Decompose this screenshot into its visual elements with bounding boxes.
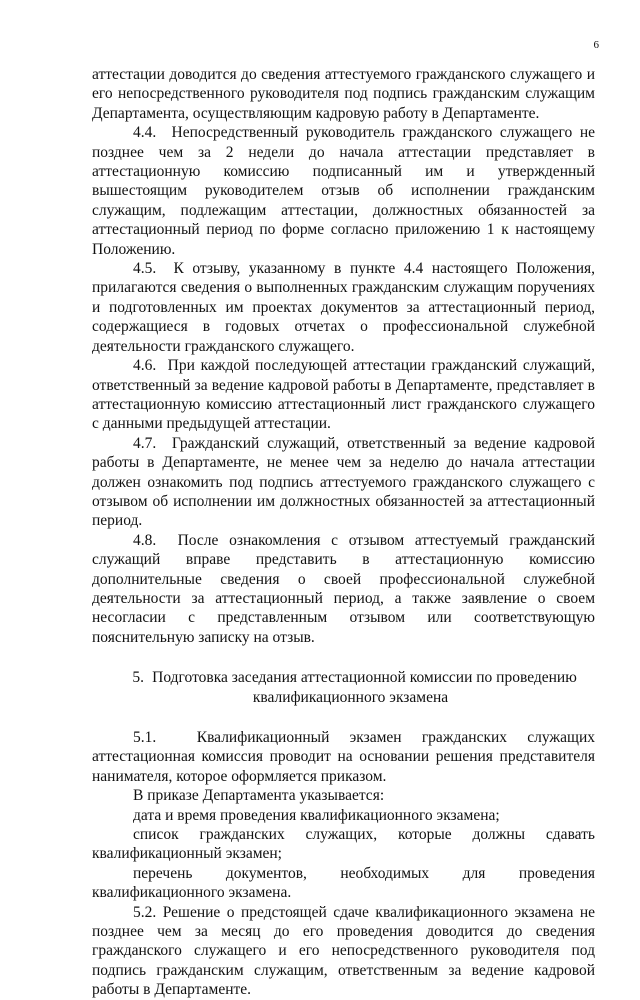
document-body [92,65,595,1000]
list-item-documents: перечень документов, необходимых для проведения квалификационного экзамена. [92,864,595,902]
page-number: 6 [593,39,599,51]
paragraph-5-1: 5.1. Квалификационный экзамен гражданских служащих аттестационная комиссия проводит на основании решения представителя нанимателя, которое оформляется приказом. [92,729,595,785]
section-title: Подготовка заседания аттестационной комиссии по проведению квалификационного экзамена [152,669,577,706]
paragraph-4-7: 4.7. Гражданский служащий, ответственный за ведение кадровой работы в Департаменте, не менее чем за неделю до начала аттестации должен ознакомить под подпись аттестуемого гражданского служащего с отзывом об исполнении им должностных обязанностей за аттестационный период. [92,434,595,530]
list-item-date-time: дата и время проведения квалификационного экзамена; [133,806,500,824]
paragraph-4-4: 4.4. Непосредственный руководитель гражданского служащего не позднее чем за 2 недели до начала аттестации представляет в аттестационную комиссию подписанный им и утвержденный вышестоящим руководителем отзыв об исполнении гражданским служащим, подлежащим аттестации, должностных обязанностей за аттестационный период по форме согласно приложению 1 к настоящему Положению. [92,124,595,258]
paragraph-4-5: 4.5. К отзыву, указанному в пункте 4.4 настоящего Положения, прилагаются сведения о выполненных гражданским служащим поручениях и подготовленных им проектах документов за аттестационный период, содержащиеся в годовых отчетах о профессиональной служебной деятельности гражданского служащего. [92,260,595,355]
paragraph-5-2: 5.2. Решение о предстоящей сдаче квалификационного экзамена не позднее чем за месяц до его проведения доводится до сведения гражданского служащего и его непосредственного руководителя под подпись гражданским служащим, ответственным за ведение кадровой работы в Департаменте. [92,903,595,999]
list-item-employee-list: список гражданских служащих, которые должны сдавать квалификационный экзамен; [92,826,595,863]
paragraph-order-intro: В приказе Департамента указывается: [133,787,385,805]
paragraph-4-8: 4.8. После ознакомления с отзывом аттестуемый гражданский служащий вправе представить в аттестационную комиссию дополнительные сведения о своей профессиональной служебной деятельности за аттестационный период, а также заявление о своем несогласии с представленным отзывом или соответствующую пояснительную записку на отзыв. [92,531,595,646]
section-number: 5. [132,669,144,687]
paragraph-4-6: 4.6. При каждой последующей аттестации гражданский служащий, ответственный за ведение кадровой работы в Департаменте, представляет в аттестационную комиссию аттестационный лист гражданского служащего с данными предыдущей аттестации. [92,357,595,433]
paragraph-continuation: аттестации доводится до сведения аттестуемого гражданского служащего и его непосредственного руководителя под подпись гражданским служащим Департамента, осуществляющим кадровую работу в Департаменте. [92,66,595,122]
section-heading [92,668,595,707]
